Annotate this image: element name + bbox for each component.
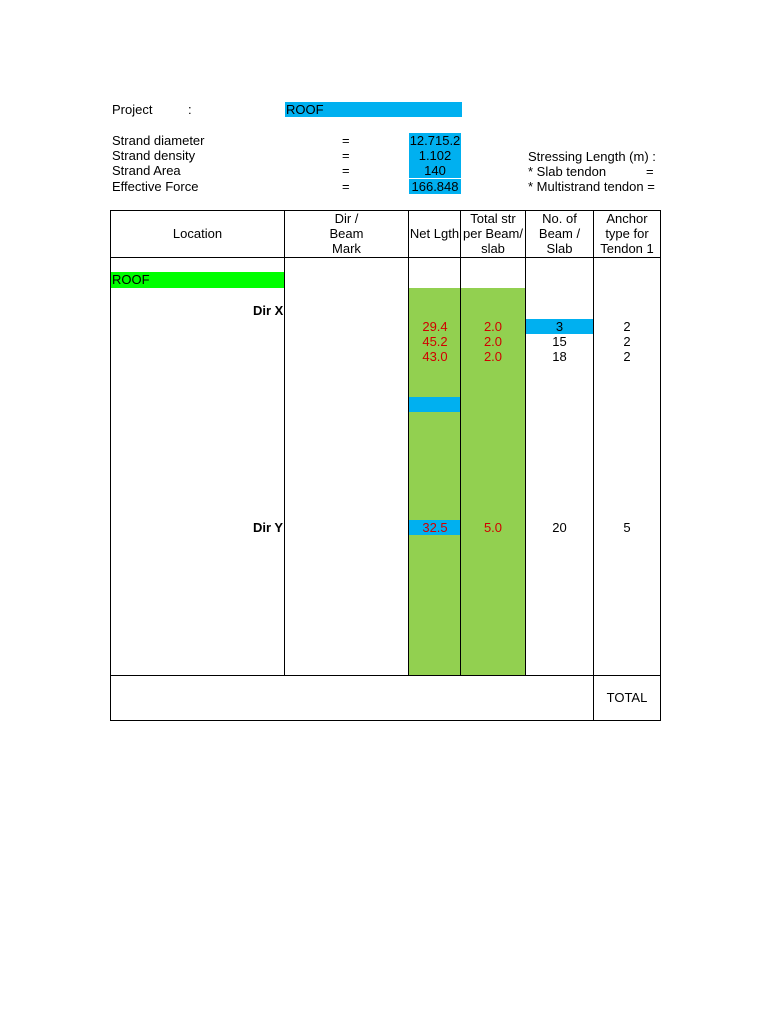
header-total-line1: Total str <box>470 211 516 226</box>
dir-x-row2-net[interactable]: 45.2 <box>422 334 448 349</box>
highlighted-empty-cell[interactable] <box>409 397 461 412</box>
project-label: Project <box>112 102 153 117</box>
project-value-cell[interactable]: ROOF <box>285 102 462 117</box>
section-roof-cell[interactable]: ROOF <box>111 272 284 288</box>
effective-force-value-cell[interactable]: 166.848 <box>409 179 461 194</box>
header-location: Location <box>172 226 223 241</box>
strand-diameter-label: Strand diameter <box>112 133 205 148</box>
header-anchor-line2: type for <box>605 226 649 241</box>
dir-x-row1-net[interactable]: 29.4 <box>422 319 448 334</box>
table-header-divider <box>110 257 661 258</box>
strand-density-label: Strand density <box>112 148 196 163</box>
dir-y-row1-total[interactable]: 5.0 <box>483 520 503 535</box>
stressing-length-title: Stressing Length (m) : <box>528 149 656 164</box>
header-count-line3: Slab <box>546 241 573 256</box>
header-count-line2: Beam / <box>538 226 581 241</box>
dir-x-row3-count[interactable]: 18 <box>552 349 567 364</box>
column-divider-3 <box>460 210 461 676</box>
table-body-divider <box>110 675 661 676</box>
dir-y-row1-count[interactable]: 20 <box>552 520 567 535</box>
dir-x-row1-count[interactable]: 3 <box>555 319 564 334</box>
dir-x-label: Dir X <box>253 303 284 318</box>
column-divider-2 <box>408 210 409 676</box>
dir-x-row1-total[interactable]: 2.0 <box>483 319 503 334</box>
header-dir-line3: Mark <box>332 241 361 256</box>
multistrand-tendon-label: * Multistrand tendon = <box>528 179 655 194</box>
slab-tendon-eq: = <box>646 164 654 179</box>
dir-y-row1-anchor[interactable]: 5 <box>623 520 631 535</box>
header-dir-line2: Beam <box>329 226 364 241</box>
column-divider-1 <box>284 210 285 676</box>
effective-force-eq: = <box>342 179 350 194</box>
column-divider-4 <box>525 210 526 676</box>
table-bottom-border <box>110 720 661 721</box>
dir-x-row2-anchor[interactable]: 2 <box>623 334 631 349</box>
project-colon: : <box>188 102 192 117</box>
total-label: TOTAL <box>606 690 648 705</box>
header-total-line3: slab <box>481 241 505 256</box>
header-total-line2: per Beam/ <box>463 226 523 241</box>
header-anchor-line1: Anchor <box>606 211 648 226</box>
table-left-border <box>110 210 111 721</box>
dir-y-label: Dir Y <box>253 520 284 535</box>
strand-area-eq: = <box>342 163 350 178</box>
effective-force-label: Effective Force <box>112 179 199 194</box>
dir-x-row3-total[interactable]: 2.0 <box>483 349 503 364</box>
dir-x-row2-count[interactable]: 15 <box>552 334 567 349</box>
slab-tendon-label: * Slab tendon <box>528 164 607 179</box>
strand-density-eq: = <box>342 148 350 163</box>
header-anchor-line3: Tendon 1 <box>600 241 654 256</box>
dir-x-row3-net[interactable]: 43.0 <box>422 349 448 364</box>
table-right-border <box>660 210 661 721</box>
strand-area-value-cell[interactable]: 140 <box>409 163 461 178</box>
strand-area-label: Strand Area <box>112 163 181 178</box>
dir-x-row2-total[interactable]: 2.0 <box>483 334 503 349</box>
header-dir-line1: Dir / <box>334 211 359 226</box>
dir-x-row3-anchor[interactable]: 2 <box>623 349 631 364</box>
dir-y-row1-net[interactable]: 32.5 <box>422 520 448 535</box>
dir-x-row1-anchor[interactable]: 2 <box>623 319 631 334</box>
strand-density-value-cell[interactable]: 1.102 <box>409 148 461 163</box>
strand-diameter-value-cell[interactable]: 12.715.2 <box>409 133 461 148</box>
header-count-line1: No. of <box>542 211 577 226</box>
column-divider-5 <box>593 210 594 721</box>
header-net-length: Net Lgth <box>409 226 460 241</box>
strand-diameter-eq: = <box>342 133 350 148</box>
